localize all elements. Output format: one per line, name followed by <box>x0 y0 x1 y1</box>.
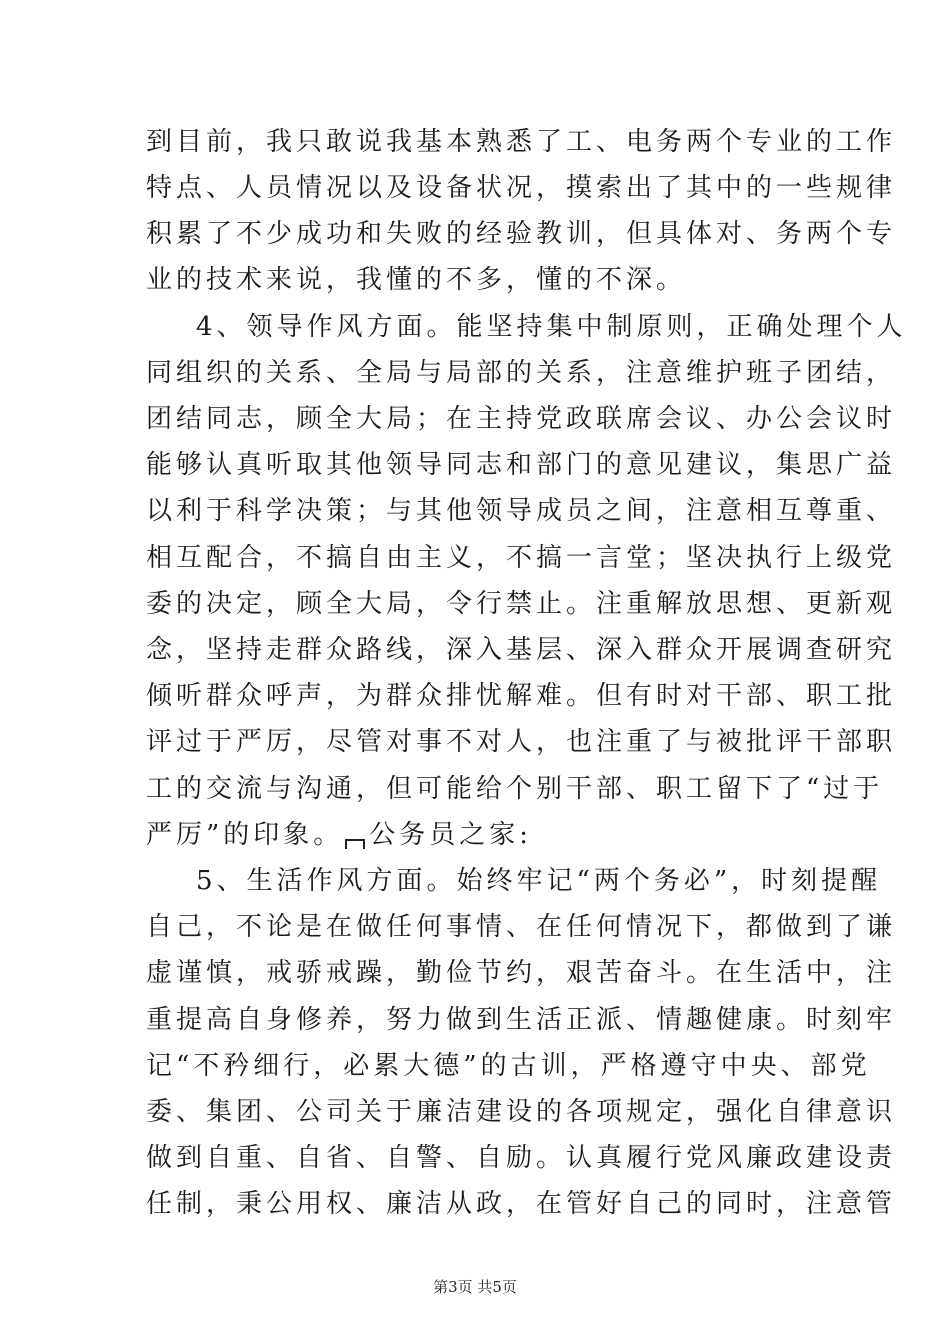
text-line: 相互配合，不搞自由主义，不搞一言堂；坚决执行上级党 <box>146 543 897 573</box>
text-line: 虚谨慎，戒骄戒躁，勤俭节约，艰苦奋斗。在生活中，注 <box>146 958 897 988</box>
text-line: 团结同志，顾全大局；在主持党政联席会议、办公会议时 <box>146 404 897 434</box>
text-line: 工的交流与沟通，但可能给个别干部、职工留下了“过于 <box>146 774 884 804</box>
text-line: 倾听群众呼声，为群众排忧解难。但有时对干部、职工批 <box>146 681 897 711</box>
text-line: 特点、人员情况以及设备状况，摸索出了其中的一些规律 <box>146 173 897 203</box>
text-line <box>146 814 806 856</box>
text-line: 委、集团、公司关于廉洁建设的各项规定，强化自律意识 <box>146 1097 897 1127</box>
text-line: 自己，不论是在做任何事情、在任何情况下，都做到了谦 <box>146 912 897 942</box>
text-line: 以利于科学决策；与其他领导成员之间，注意相互尊重、 <box>146 496 897 526</box>
text-line: 同组织的关系、全局与局部的关系，注意维护班子团结， <box>146 358 897 388</box>
text-line: 到目前，我只敢说我基本熟悉了工、电务两个专业的工作 <box>146 127 897 157</box>
text-line: 做到自重、自省、自警、自励。认真履行党风廉政建设责 <box>146 1143 897 1173</box>
text-line: 任制，秉公用权、廉洁从政，在管好自己的同时，注意管 <box>146 1189 897 1219</box>
paragraph-5-first-line: 5、生活作风方面。始终牢记“两个务必”，时刻提醒 <box>196 866 882 896</box>
text-line: 记“不矜细行，必累大德”的古训，严格遵守中央、部党 <box>146 1051 871 1081</box>
text-line: 能够认真听取其他领导同志和部门的意见建议，集思广益 <box>146 450 897 480</box>
text-line: 念，坚持走群众路线，深入基层、深入群众开展调查研究 <box>146 635 897 665</box>
bracket-mark-icon <box>345 839 365 849</box>
text-line: 积累了不少成功和失败的经验教训，但具体对、务两个专 <box>146 219 897 249</box>
text-line: 委的决定，顾全大局，令行禁止。注重解放思想、更新观 <box>146 589 897 619</box>
paragraph-4-first-line: 4、领导作风方面。能坚持集中制原则，正确处理个人 <box>196 312 907 342</box>
page-number-footer: 第3页 共5页 <box>433 1278 517 1296</box>
text-segment: 严厉”的印象。 <box>146 820 344 850</box>
source-tag: 公务员之家: <box>369 820 533 850</box>
text-line: 重提高自身修养，努力做到生活正派、情趣健康。时刻牢 <box>146 1005 897 1035</box>
text-line: 业的技术来说，我懂的不多，懂的不深。 <box>146 265 687 295</box>
text-line: 评过于严厉，尽管对事不对人，也注重了与被批评干部职 <box>146 727 897 757</box>
